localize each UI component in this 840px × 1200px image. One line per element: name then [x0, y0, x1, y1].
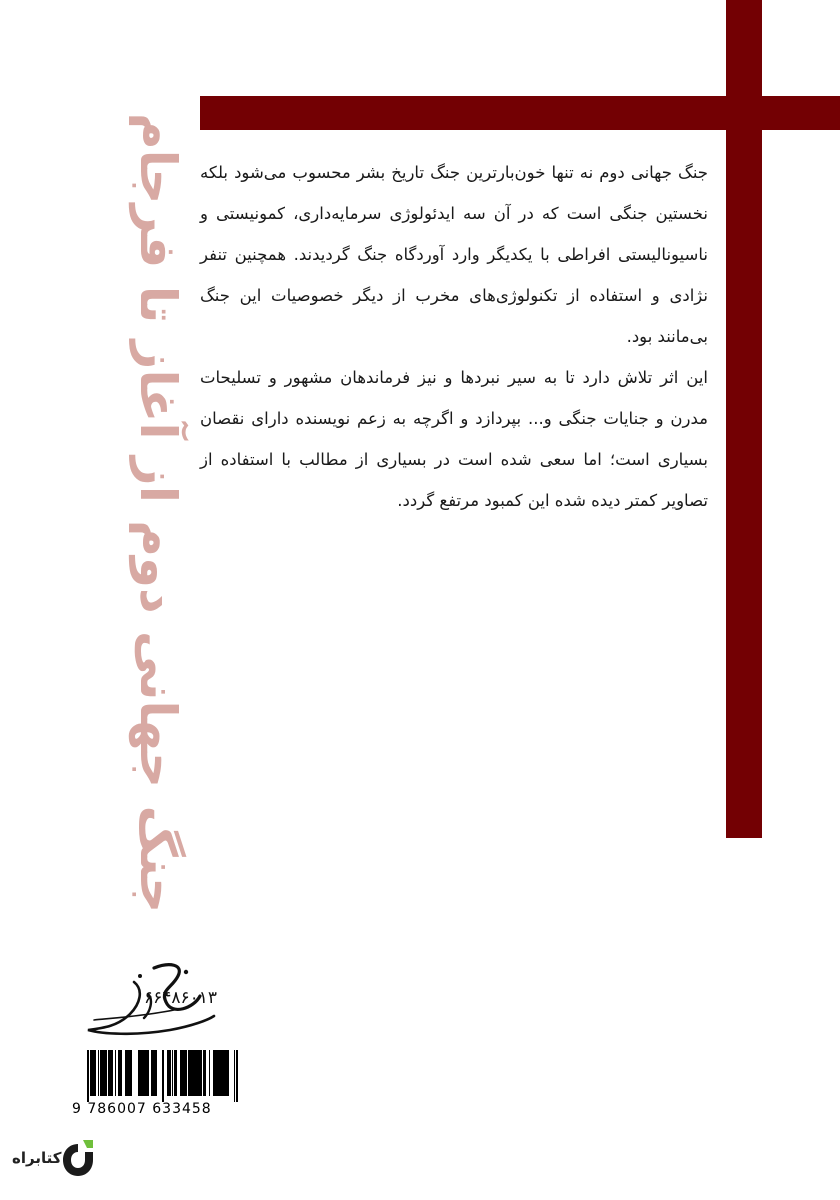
barcode-bar	[226, 1050, 228, 1096]
barcode-bar	[92, 1050, 95, 1096]
barcode-bar	[95, 1050, 96, 1096]
vertical-book-title	[128, 112, 188, 914]
barcode-bar	[188, 1050, 189, 1096]
barcode-bar	[125, 1050, 126, 1096]
barcode-bar	[192, 1050, 193, 1096]
barcode-bar	[184, 1050, 186, 1096]
barcode-bar	[111, 1050, 113, 1096]
barcode-bar	[140, 1050, 141, 1096]
barcode-bar	[234, 1050, 235, 1102]
barcode-bar	[222, 1050, 224, 1096]
barcode-bar	[213, 1050, 215, 1096]
cross-horizontal-bar	[200, 96, 840, 130]
barcode-bar	[153, 1050, 156, 1096]
barcode-bar	[109, 1050, 111, 1096]
barcode-bar	[193, 1050, 196, 1096]
barcode-bar	[130, 1050, 132, 1096]
back-cover-blurb	[200, 152, 708, 521]
barcode-bar	[120, 1050, 121, 1096]
barcode-bar	[180, 1050, 183, 1096]
blurb-paragraph-2: این اثر تلاش دارد تا به سیر نبردها و نیز فرماندهان مشهور و تسلیحات مدرن و جنایات جنگی و... بپردازد و اگرچه به زعم نویسنده دارای نقصان بسیاری است؛ اما سعی شده است در بسیاری از مطالب با استفاده از تصاویر کمتر دیده شده این کمبود مرتفع گردد.	[200, 368, 708, 510]
barcode-bar	[142, 1050, 145, 1096]
barcode-bar	[145, 1050, 147, 1096]
barcode-bar	[126, 1050, 127, 1096]
barcode-bar	[156, 1050, 157, 1096]
barcode-bar	[104, 1050, 107, 1096]
barcode-bar	[87, 1050, 88, 1102]
barcode-bar	[163, 1050, 164, 1102]
barcode-bar	[151, 1050, 153, 1096]
ketabrah-logo-icon	[61, 1138, 95, 1178]
barcode-bar	[209, 1050, 210, 1096]
barcode-bar	[129, 1050, 130, 1096]
barcode-bar	[169, 1050, 170, 1096]
barcode-bar	[219, 1050, 222, 1096]
barcode-bar	[121, 1050, 122, 1096]
barcode-bar	[183, 1050, 184, 1096]
ketabrah-logo-text: کتابراه	[12, 1149, 62, 1167]
isbn-number: 9 786007 633458	[72, 1101, 212, 1117]
barcode-bar	[127, 1050, 129, 1096]
barcode-bar	[215, 1050, 218, 1096]
barcode-bar	[115, 1050, 116, 1096]
barcode-bar	[170, 1050, 171, 1096]
barcode-bar	[141, 1050, 142, 1096]
barcode-bar	[224, 1050, 226, 1096]
barcode-bar	[147, 1050, 149, 1096]
barcode-bar	[172, 1050, 173, 1096]
publisher-phone: ۶۶۴۸۶۰۱۳	[144, 988, 218, 1008]
isbn-barcode	[86, 1050, 238, 1102]
barcode-bar	[90, 1050, 92, 1096]
barcode-bar	[175, 1050, 176, 1096]
barcode-bar	[186, 1050, 187, 1096]
barcode-bar	[199, 1050, 202, 1096]
blurb-paragraph-1: جنگ جهانی دوم نه تنها خون‌بارترین جنگ تاریخ بشر محسوب می‌شود بلکه نخستین جنگی است که در آن سه ایدئولوژی سرمایه‌داری، کمونیستی و ناسیونالیستی افراطی با یکدیگر وارد آوردگاه جنگ گردیدند. همچنین تنفر نژادی و استفاده از تکنولوژی‌های مخرب از دیگر خصوصیات این جنگ بی‌مانند بود.	[200, 163, 708, 346]
barcode-bar	[162, 1050, 163, 1102]
barcode-bar	[108, 1050, 109, 1096]
barcode-bar	[118, 1050, 120, 1096]
book-title-text: جنگ جهانی دوم از آغاز تا فرجام	[129, 112, 187, 914]
barcode-bar	[102, 1050, 104, 1096]
barcode-bar	[176, 1050, 177, 1096]
barcode-bar	[228, 1050, 229, 1096]
ketabrah-logo	[12, 1135, 180, 1181]
barcode-bar	[138, 1050, 140, 1096]
barcode-bar	[100, 1050, 102, 1096]
barcode-bar	[189, 1050, 192, 1096]
barcode-bar	[218, 1050, 219, 1096]
barcode-bar	[98, 1050, 99, 1096]
barcode-bar	[236, 1050, 238, 1102]
barcode-bar	[174, 1050, 175, 1096]
barcode-bar	[203, 1050, 206, 1096]
barcode-bar	[167, 1050, 168, 1096]
barcode-bar	[168, 1050, 169, 1096]
barcode-bar	[196, 1050, 199, 1096]
barcode-bar	[88, 1050, 89, 1102]
